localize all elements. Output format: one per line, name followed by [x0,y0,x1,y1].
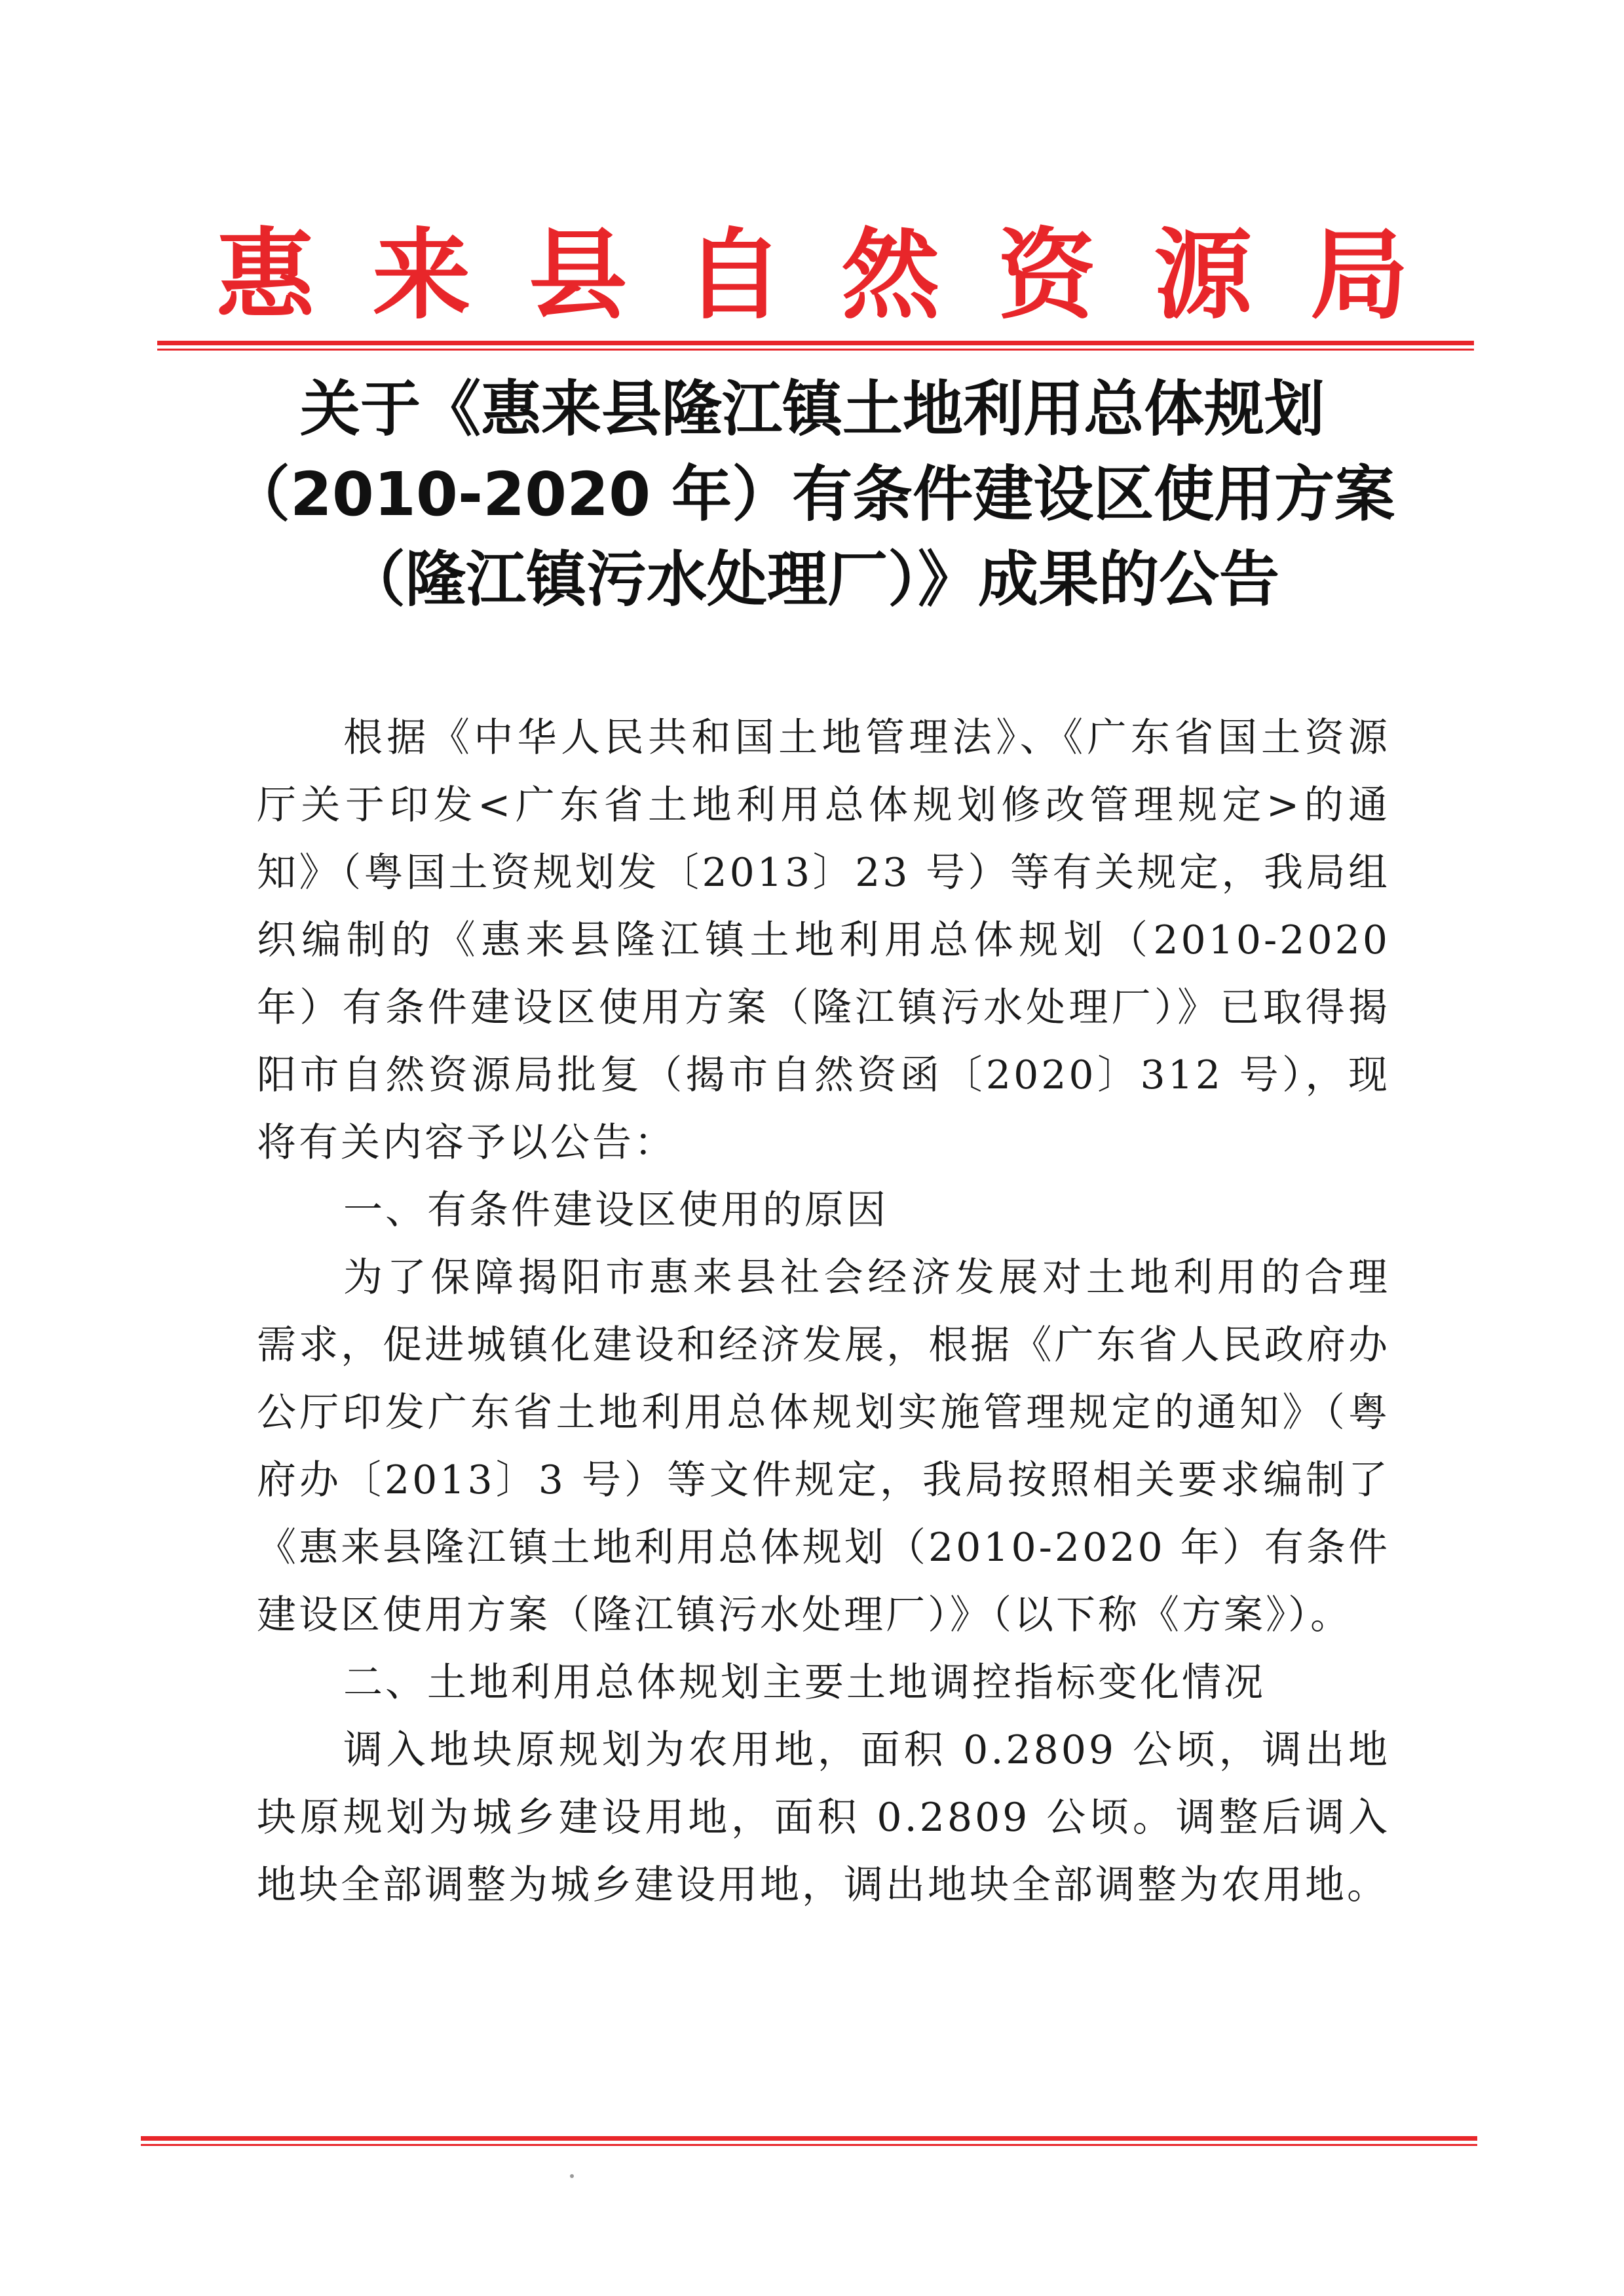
section-2-paragraph: 调入地块原规划为农用地，面积 0.2809 公顷，调出地块原规划为城乡建设用地，面积 0.2809 公顷。调整后调入地块全部调整为城乡建设用地，调出地块全部调整为农用地。 [257,1727,1390,1908]
section-1-paragraph: 为了保障揭阳市惠来县社会经济发展对土地利用的合理需求，促进城镇化建设和经济发展，根据《广东省人民政府办公厅印发广东省土地利用总体规划实施管理规定的通知》（粤府办〔2013〕3 号）等文件规定，我局按照相关要求编制了《惠来县隆江镇土地利用总体规划（2010-2020 年）有条件建设区使用方案（隆江镇污水处理厂）》（以下称《方案》）。 [257,1255,1390,1638]
section-2-heading: 二、土地利用总体规划主要土地调控指标变化情况 [343,1660,1266,1706]
footer-divider [141,2136,1477,2148]
title-line-3: （隆江镇污水处理厂）》成果的公告 [345,545,1279,615]
title-line-2: （2010-2020 年）有条件建设区使用方案 [229,459,1395,529]
divider-thick-line [141,2136,1477,2141]
document-body [257,704,1390,1919]
divider-thin-line [157,349,1474,351]
letterhead-char: 资 [997,218,1096,333]
letterhead-char: 源 [1154,218,1253,333]
scan-speck [570,2174,574,2178]
letterhead-char: 来 [372,218,471,333]
letterhead-char: 县 [529,218,628,333]
letterhead-char: 自 [685,218,784,333]
letterhead-divider [157,341,1474,353]
letterhead-char: 惠 [216,218,315,333]
section-1-heading: 一、有条件建设区使用的原因 [343,1187,888,1233]
letterhead-char: 然 [841,218,940,333]
letterhead [216,216,1408,334]
title-line-1: 关于《惠来县隆江镇土地利用总体规划 [299,374,1325,444]
letterhead-char: 局 [1310,218,1408,333]
document-title [197,367,1428,622]
divider-thick-line [157,341,1474,345]
divider-thin-line [141,2144,1477,2146]
intro-paragraph: 根据《中华人民共和国土地管理法》、《广东省国土资源厅关于印发<广东省土地利用总体规划修改管理规定>的通知》（粤国土资规划发〔2013〕23 号）等有关规定，我局组织编制的《惠来县隆江镇土地利用总体规划（2010-2020 年）有条件建设区使用方案（隆江镇污水处理厂）》已取得揭阳市自然资源局批复（揭市自然资函〔2020〕312 号），现将有关内容予以公告： [257,715,1390,1166]
